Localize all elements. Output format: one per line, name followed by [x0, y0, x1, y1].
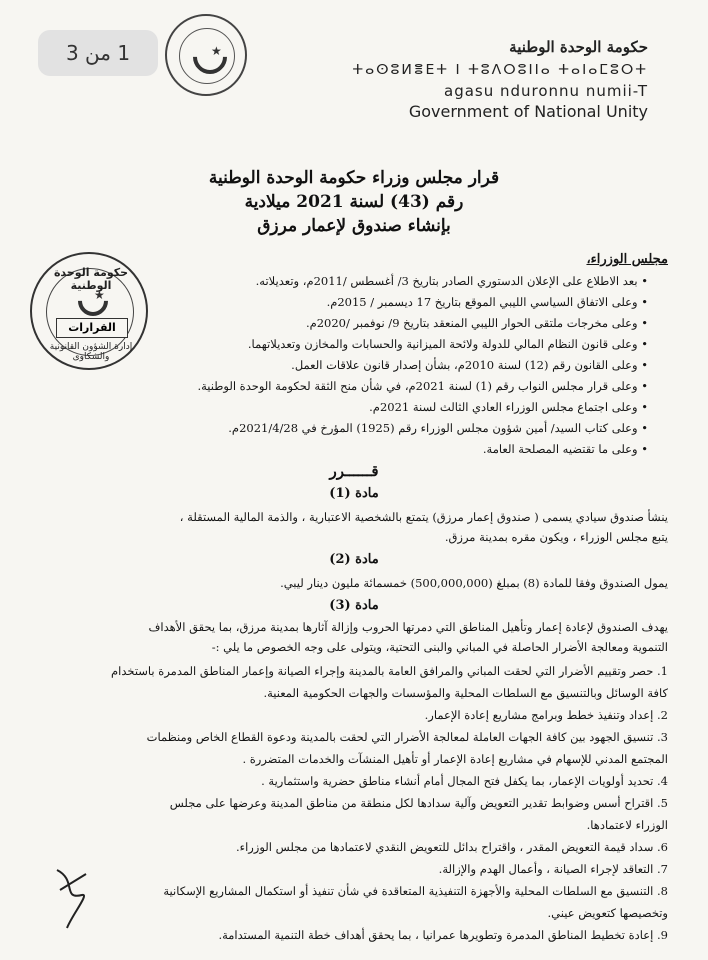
decision-subject: بإنشاء صندوق لإعمار مرزق	[257, 216, 451, 236]
preamble-item: • وعلى مخرجات ملتقى الحوار الليبي المنعقد بتاريخ 9/ نوفمبر /2020م.	[306, 316, 648, 330]
stamp-top-text: حكومة الوحدة الوطنية	[53, 266, 129, 292]
header-arabic: حكومة الوحدة الوطنية	[509, 38, 648, 56]
list-item: وتخصيصها كتعويض عيني.	[547, 906, 668, 920]
list-item: 3. تنسيق الجهود بين كافة الجهات العاملة لمعالجة الأضرار التي لحقت بالمدينة ودعوة القطاع الخاص ومنظمات	[146, 730, 668, 744]
list-item: كافة الوسائل وبالتنسيق مع السلطات المحلية والمؤسسات والجهات الحكومية المعنية.	[263, 686, 668, 700]
article-text: يتبع مجلس الوزراء ، ويكون مقره بمدينة مرزق.	[444, 530, 668, 544]
header-amazigh-latin: agasu nduronnu numii-T	[444, 82, 648, 100]
article-text: التنموية ومعالجة الأضرار الحاصلة في المباني والبنى التحتية، ويتولى على وجه الخصوص ما يلي :-	[211, 640, 668, 654]
list-item: 8. التنسيق مع السلطات المحلية والأجهزة التنفيذية المتعاقدة في شأن تنفيذ أو استكمال المشاريع الإسكانية	[163, 884, 668, 898]
signature-mark	[52, 860, 92, 930]
article-heading: مادة (2)	[329, 552, 379, 567]
article-text: يهدف الصندوق لإعادة إعمار وتأهيل المناطق التي دمرتها الحروب وإزالة آثارها بمدينة مرزق، بما يحقق الأهداف	[148, 620, 668, 634]
article-heading: مادة (1)	[329, 486, 379, 501]
preamble-item: • وعلى كتاب السيد/ أمين شؤون مجلس الوزراء رقم (1925) المؤرخ في 2021/4/28م.	[228, 421, 648, 435]
article-text: ينشأ صندوق سيادي يسمى ( صندوق إعمار مرزق) يتمتع بالشخصية الاعتبارية ، والذمة المالية المستقلة ،	[179, 510, 668, 524]
header-tifinagh: ⵜⴰⵙⵓⵍⴻⴹⵜ ⵏ ⵜⵓⴷⵔⵓⵏⵏⴰ ⵜⴰⵏⴰⵎⵓⵔⵜ	[352, 62, 648, 78]
list-item: 2. إعداد وتنفيذ خطط وبرامج مشاريع إعادة الإعمار.	[424, 708, 668, 722]
list-item: المجتمع المدني للإسهام في مشاريع إعادة الإعمار أو تأهيل المنشآت والخدمات المتضررة .	[242, 752, 668, 766]
preamble-item: • وعلى القانون رقم (12) لسنة 2010م، بشأن إصدار قانون علاقات العمل.	[291, 358, 648, 372]
decided-heading: قــــــرر	[329, 462, 379, 480]
header-english: Government of National Unity	[408, 102, 648, 121]
council-label: مجلس الوزراء،	[586, 252, 668, 267]
decision-title: قرار مجلس وزراء حكومة الوحدة الوطنية	[208, 168, 500, 188]
government-seal-icon: ★	[165, 14, 247, 96]
preamble-item: • وعلى قرار مجلس النواب رقم (1) لسنة 2021م، في شأن منح الثقة لحكومة الوحدة الوطنية.	[197, 379, 648, 393]
list-item: 1. حصر وتقييم الأضرار التي لحقت المباني والمرافق العامة بالمدينة وإجراء الصيانة وإعمار المناطق المدمرة باستخدام	[111, 664, 668, 678]
list-item: 7. التعاقد لإجراء الصيانة ، وأعمال الهدم والإزالة.	[438, 862, 668, 876]
article-text: يمول الصندوق وفقا للمادة (8) بمبلغ (500,000,000) خمسمائة مليون دينار ليبي.	[280, 576, 668, 590]
preamble-item: • وعلى ما تقتضيه المصلحة العامة.	[483, 442, 648, 456]
list-item: 6. سداد قيمة التعويض المقدر ، واقتراح بدائل للتعويض النقدي لاعتمادها من مجلس الوزراء.	[236, 840, 668, 854]
preamble-item: • بعد الاطلاع على الإعلان الدستوري الصادر بتاريخ 3/ أغسطس /2011م، وتعديلاته.	[256, 274, 648, 288]
preamble-item: • وعلى اجتماع مجلس الوزراء العادي الثالث لسنة 2021م.	[369, 400, 648, 414]
decisions-stamp: حكومة الوحدة الوطنية ★ القرارات إدارة الشؤون القانونية والشكاوى	[30, 252, 148, 370]
stamp-label: القرارات	[56, 318, 128, 338]
stamp-bottom-text: إدارة الشؤون القانونية والشكاوى	[49, 342, 133, 362]
preamble-item: • وعلى الاتفاق السياسي الليبي الموقع بتاريخ 17 ديسمبر / 2015م.	[327, 295, 648, 309]
article-heading: مادة (3)	[329, 598, 379, 613]
list-item: 5. اقتراح أسس وضوابط تقدير التعويض وآلية سدادها لكل منطقة من مناطق المدينة وعرضها على مجلس	[169, 796, 668, 810]
list-item: 4. تحديد أولويات الإعمار، بما يكفل فتح المجال أمام أنشاء مناطق حضرية واستثمارية .	[261, 774, 668, 788]
decision-number: رقم (43) لسنة 2021 ميلادية	[244, 192, 464, 212]
preamble-item: • وعلى قانون النظام المالي للدولة ولائحة الميزانية والحسابات والمخازن وتعديلاتهما.	[248, 337, 648, 351]
list-item: 9. إعادة تخطيط المناطق المدمرة وتطويرها عمرانيا ، بما يحقق أهداف خطة التنمية المستدامة.	[218, 928, 668, 942]
list-item: الوزراء لاعتمادها.	[586, 818, 668, 832]
page-indicator: 1 من 3	[38, 30, 158, 76]
